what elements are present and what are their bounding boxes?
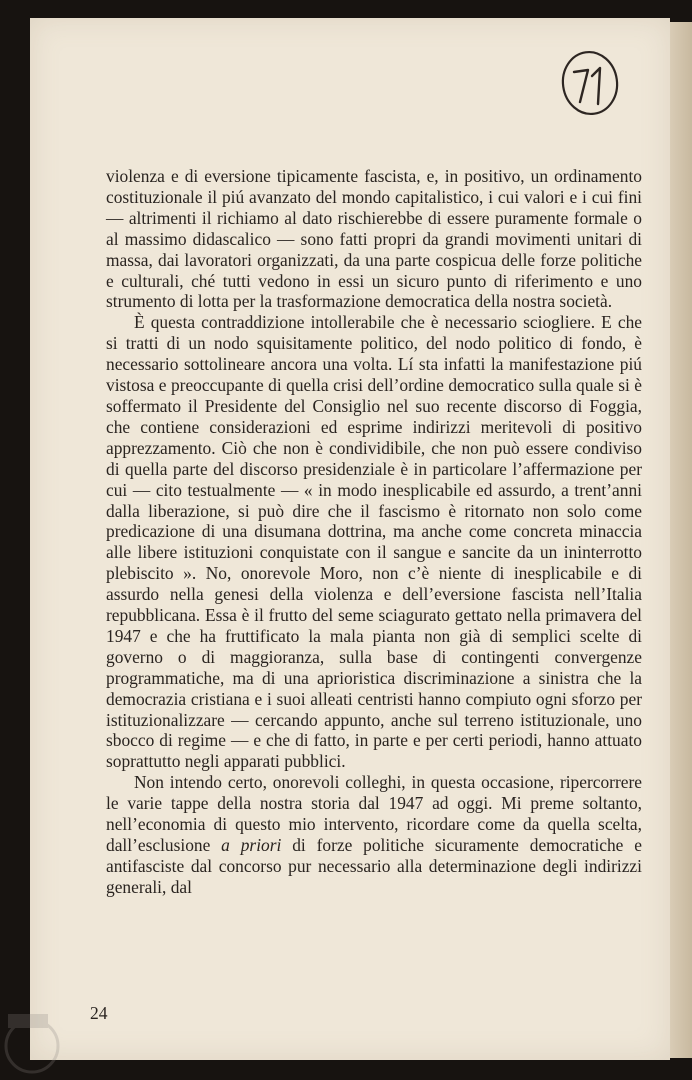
paragraph: violenza e di eversione tipicamente fascista, e, in positivo, un ordinamento costituzionale il piú avanzato del mondo capitalistico, i cui valori e i cui fini — altrimenti il richiamo al dato rischierebbe di essere puramente formale o al massimo didascalico — sono fatti propri da grandi movimenti unitari di massa, dai lavoratori organizzati, da una parte cospicua delle forze politiche e culturali, ché tutti vedono in essi un sicuro punto di riferimento e uno strumento di lotta per la trasformazione democratica della nostra società.	[106, 166, 642, 312]
paragraph-text: di forze politiche sicuramente democratiche e antifasciste dal concorso pur necessario alla determinazione degli indirizzi generali, dal	[106, 835, 642, 897]
paragraph	[106, 772, 642, 897]
handwritten-folio-number	[556, 46, 622, 118]
italic-phrase: a priori	[221, 835, 282, 855]
paragraph-text: Non intendo certo, onorevoli colleghi, in questa occasione, ripercorrere le varie tappe della nostra storia dal 1947 ad oggi. Mi preme soltanto, nell’economia di questo mio intervento, ricordare come da quella scelta, dall’esclusione	[106, 772, 642, 855]
page-number: 24	[90, 1003, 108, 1023]
archive-watermark-logo	[2, 1006, 62, 1076]
paragraph: È questa contraddizione intollerabile che è necessario sciogliere. E che si tratti di un nodo squisitamente politico, del nodo politico di fondo, è necessario sottolineare ancora una volta. Lí sta infatti la manifestazione piú vistosa e preoccupante di quella crisi dell’ordine democratico sulla quale si è soffermato il Presidente del Consiglio nel suo recente discorso di Foggia, che contiene considerazioni ed esprime indirizzi meritevoli di positivo apprezzamento. Ciò che non è condividibile, che non può essere condiviso di quella parte del discorso presidenziale è in particolare l’affermazione per cui — cito testualmente — « in modo inesplicabile ed assurdo, a trent’anni dalla liberazione, si può dire che il fascismo è ritornato non solo come predicazione di una disumana dottrina, ma anche come concreta minaccia alle libere istituzioni conquistate con il sangue e sancite da un ininterrotto plebiscito ». No, onorevole Moro, non c’è niente di inesplicabile e di assurdo nella genesi della violenza e dell’eversione fascista nell’Italia repubblicana. Essa è il frutto del seme sciagurato gettato nella primavera del 1947 e che ha fruttificato la mala pianta non già di semplici scelte di governo o di maggioranza, sulla base di contingenti convergenze programmatiche, ma di una aprioristica discriminazione a sinistra che la democrazia cristiana e i suoi alleati centristi hanno compiuto ogni sforzo per istituzionalizzare — cercando appunto, anche sul terreno istituzionale, uno sbocco di regime — e che di fatto, in parte e per certi periodi, hanno attuato soprattutto negli apparati pubblici.	[106, 312, 642, 772]
page-edge	[670, 22, 692, 1058]
body-text	[106, 166, 642, 898]
